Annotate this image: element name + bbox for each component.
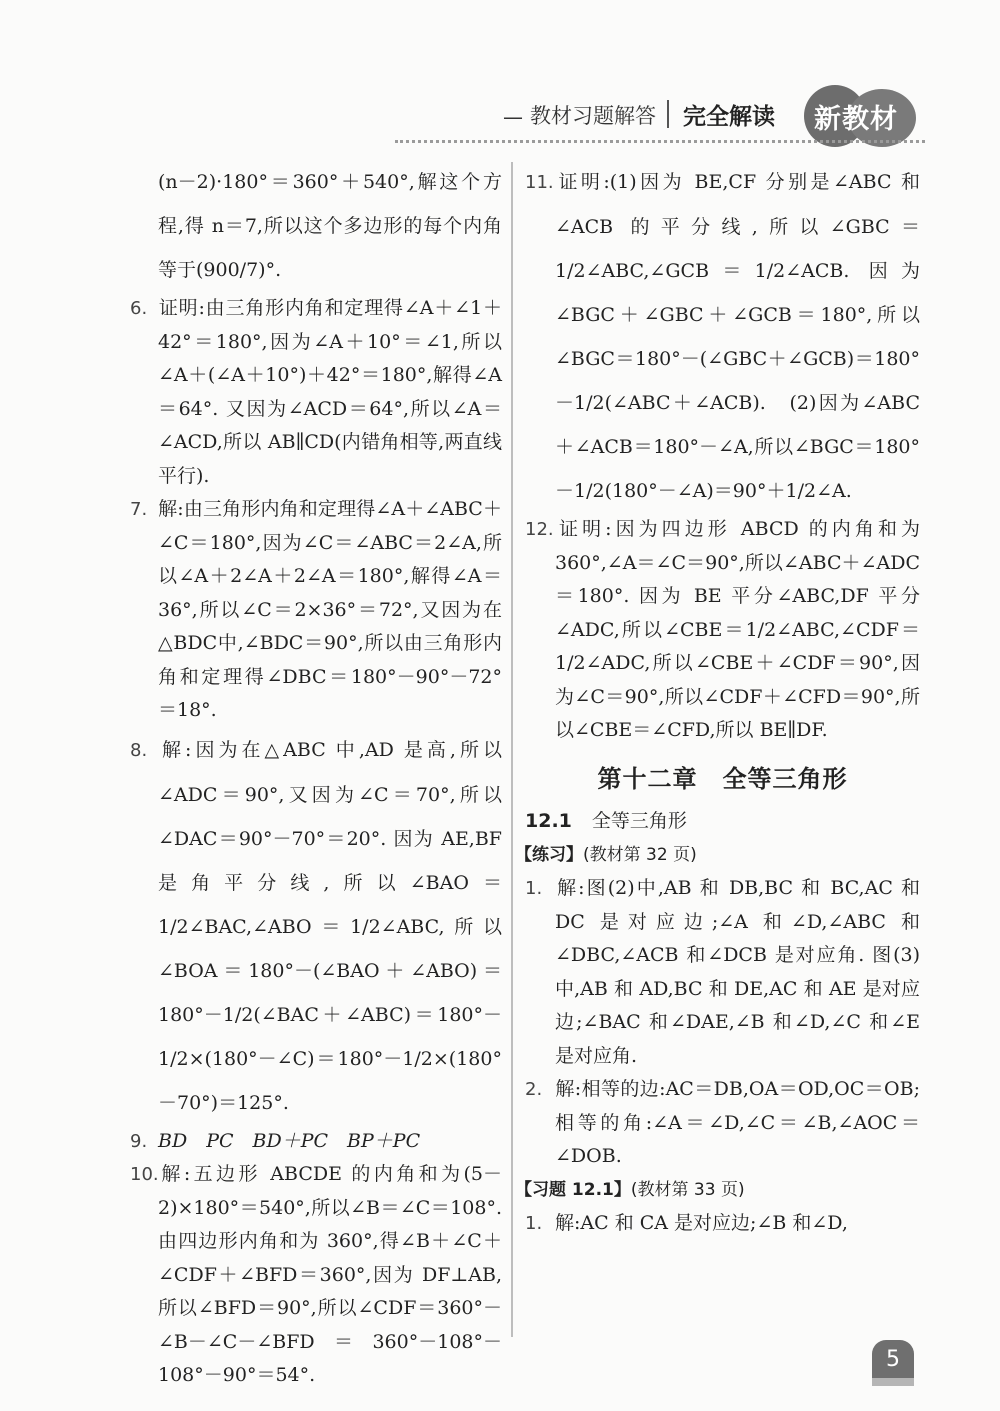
- answer-text: 证明:由三角形内角和定理得∠A＋∠1＋42°＝180°,因为∠A＋10°＝∠1,所以∠A＋(∠A＋10°)＋42°＝180°,解得∠A＝64°. 又因为∠ACD＝64°,所以∠A＝∠ACD,所以 AB∥CD(内错角相等,两直线平行).: [158, 297, 502, 487]
- answer-text: 解:因为在△ABC 中,AD 是高,所以∠ADC＝90°,又因为∠C＝70°,所以∠DAC＝90°－70°＝20°. 因为 AE,BF 是角平分线,所以∠BAO＝1/2∠BAC,∠ABO＝1/2∠ABC,所以∠BOA＝180°－(∠BAO＋∠ABO)＝180°－1/2(∠BAC＋∠ABC)＝180°－1/2×(180°－∠C)＝180°－1/2×(180°－70°)＝125°.: [158, 738, 502, 1114]
- header-separator: [667, 100, 669, 128]
- header-section-title: 教材习题解答: [530, 104, 656, 128]
- section-heading: [525, 805, 920, 839]
- exercise-heading: [515, 1174, 920, 1208]
- right-column: [515, 160, 920, 1241]
- answer-number: 12.: [525, 519, 554, 540]
- answer-text: 解:相等的边:AC＝DB,OA＝OD,OC＝OB;相等的角:∠A＝∠D,∠C＝∠B,∠AOC＝∠DOB.: [555, 1078, 920, 1167]
- answer-continuation: [130, 160, 502, 292]
- answer-text: BD PC BD＋PC BP＋PC: [158, 1129, 421, 1152]
- answer-item-8: [130, 728, 502, 1125]
- column-divider: [511, 162, 513, 1337]
- answer-item-12: [525, 513, 920, 748]
- answer-text: (n－2)·180°＝360°＋540°,解这个方程,得 n＝7,所以这个多边形的每个内角等于(900/7)°.: [158, 171, 502, 281]
- exercise-page-ref: (教材第 33 页): [630, 1179, 745, 1200]
- answer-text: 证明:因为四边形 ABCD 的内角和为 360°,∠A＝∠C＝90°,所以∠ABC＋∠ADC＝180°. 因为 BE 平分∠ABC,DF 平分∠ADC,所以∠CBE＝1/2∠ABC,∠CDF＝1/2∠ADC,所以∠CBE＋∠CDF＝90°,因为∠C＝90°,所以∠CDF＋∠CFD＝90°,所以∠CBE＝∠CFD,所以 BE∥DF.: [555, 518, 920, 741]
- practice-item-2: [525, 1073, 920, 1174]
- answer-text: 解:由三角形内角和定理得∠A＋∠ABC＋∠C＝180°,因为∠C＝∠ABC＝2∠A,所以∠A＋2∠A＋2∠A＝180°,解得∠A＝36°,所以∠C＝2×36°＝72°,又因为在△BDC中,∠BDC＝90°,所以由三角形内角和定理得∠DBC＝180°－90°－72°＝18°.: [158, 498, 502, 721]
- answer-item-11: [525, 160, 920, 513]
- answer-item-6: [130, 292, 502, 493]
- page-header: [0, 0, 1000, 160]
- answer-number: 8.: [130, 739, 148, 761]
- answer-number: 7.: [130, 499, 148, 520]
- page-number: 5: [886, 1347, 900, 1372]
- answer-number: 10.: [130, 1164, 159, 1185]
- answer-text: 解:图(2)中,AB 和 DB,BC 和 BC,AC 和 DC 是对应边;∠A 和∠D,∠ABC 和∠DBC,∠ACB 和∠DCB 是对应角. 图(3)中,AB 和 AD,BC 和 DE,AC 和 AE 是对应边;∠BAC 和∠DAE,∠B 和∠D,∠C 和∠E 是对应角.: [555, 877, 920, 1067]
- practice-heading: [515, 839, 920, 873]
- chapter-title: 第十二章 全等三角形: [597, 763, 848, 793]
- answer-text: 解:AC 和 CA 是对应边;∠B 和∠D,: [555, 1212, 848, 1234]
- answer-number: 11.: [525, 172, 554, 193]
- answer-number: 2.: [525, 1079, 543, 1100]
- section-title: 全等三角形: [591, 810, 687, 832]
- answer-number: 1.: [525, 1213, 543, 1234]
- answer-item-10: [130, 1158, 502, 1393]
- header-dotted-rule: [395, 140, 925, 143]
- header-book-title: 完全解读: [683, 104, 775, 130]
- answer-text: 证明:(1)因为 BE,CF 分别是∠ABC 和∠ACB 的平分线,所以∠GBC＝1/2∠ABC,∠GCB＝1/2∠ACB. 因为∠BGC＋∠GBC＋∠GCB＝180°,所以∠BGC＝180°－(∠GBC＋∠GCB)＝180°－1/2(∠ABC＋∠ACB). (2)因为∠ABC＋∠ACB＝180°－∠A,所以∠BGC＝180°－1/2(180°－∠A)＝90°＋1/2∠A.: [555, 171, 920, 502]
- answer-item-7: [130, 493, 502, 728]
- exercise-item-1: [525, 1207, 920, 1241]
- answer-number: 6.: [130, 298, 148, 319]
- answer-item-9: [130, 1125, 502, 1159]
- badge-label: 新教材: [814, 104, 898, 135]
- exercise-label: 【习题 12.1】: [515, 1179, 631, 1200]
- new-textbook-badge: [804, 85, 916, 147]
- answer-number: 1.: [525, 878, 543, 899]
- answer-text: 解:五边形 ABCDE 的内角和为(5－2)×180°＝540°,所以∠B＝∠C＝108°. 由四边形内角和为 360°,得∠B＋∠C＋∠CDF＋∠BFD＝360°,因为 DF⊥AB,所以∠BFD＝90°,所以∠CDF＝360°－∠B－∠C－∠BFD＝360°－108°－108°－90°＝54°.: [158, 1163, 502, 1386]
- header-dash: —: [503, 105, 523, 129]
- page-number-tab: [872, 1340, 914, 1386]
- practice-label: 【练习】: [515, 844, 583, 865]
- practice-item-1: [525, 872, 920, 1073]
- left-column: [130, 160, 502, 1393]
- practice-page-ref: (教材第 32 页): [583, 844, 697, 865]
- answer-number: 9.: [130, 1130, 148, 1152]
- section-number: 12.1: [525, 810, 572, 832]
